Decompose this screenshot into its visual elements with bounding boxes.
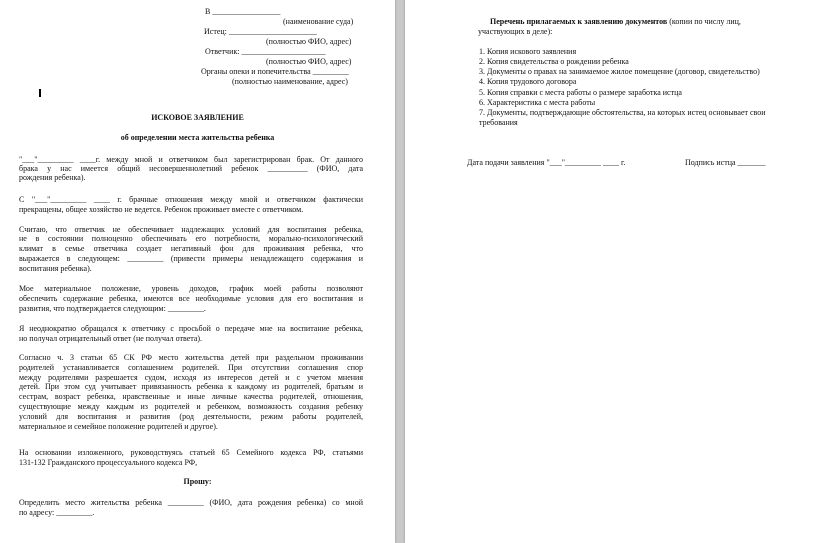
text-line: воспитания ребенка). xyxy=(19,264,92,273)
text-line: детей. При этом суд учитывает привязанность ребенка к каждому из родителей, братьям и xyxy=(19,382,363,391)
text-line: между родителями разрешается судом, исходя из интересов детей и с учетом мнения xyxy=(19,373,363,382)
text-line: Определить место жительства ребенка _________ (ФИО, дата рождения ребенка) со мной xyxy=(19,498,363,507)
document-page-left xyxy=(0,0,395,543)
text-line: климат в семье ответчика создает негативный фон для проживания ребенка, что xyxy=(19,244,363,253)
text-line: существующие между каждым из родителей и ребенком, возможность создания ребенку xyxy=(19,402,363,411)
attachments-title-bold: Перечень прилагаемых к заявлению документов xyxy=(490,17,668,26)
text-line: 131-132 Гражданского процессуального кодекса РФ, xyxy=(19,458,198,467)
request-heading: Прошу: xyxy=(183,477,212,486)
submission-date: Дата подачи заявления "___"_________ ____ г. xyxy=(467,158,626,167)
list-item: 6. Характеристика с места работы xyxy=(479,98,596,107)
plaintiff-signature: Подпись истца _______ xyxy=(685,158,766,167)
list-item: 5. Копия справки с места работы о размере заработка истца xyxy=(479,88,682,97)
text-line: На основании изложенного, руководствуясь статьей 65 Семейного кодекса РФ, статьями xyxy=(19,448,363,457)
text-line: но получал отрицательный ответ (не получал ответа). xyxy=(19,334,203,343)
list-item: 4. Копия трудового договора xyxy=(479,77,577,86)
text-line: брака у нас имеется общий несовершеннолетний ребенок __________ (ФИО, дата xyxy=(19,164,363,173)
text-line: прекращены, общее хозяйство не ведется. Ребенок проживает вместе с ответчиком. xyxy=(19,205,304,214)
court-field: В _________________ xyxy=(205,7,281,16)
text-line: по адресу: _________. xyxy=(19,508,95,517)
plaintiff-hint: (полностью ФИО, адрес) xyxy=(266,37,352,46)
text-line: С "___"_________ ____ г. брачные отношения между мной и ответчиком фактически xyxy=(19,195,363,204)
text-line: Мое материальное положение, уровень доходов, график моей работы позволяют xyxy=(19,284,363,293)
text-line: Считаю, что ответчик не обеспечивает надлежащих условий для воспитания ребенка, xyxy=(19,225,363,234)
defendant-hint: (полностью ФИО, адрес) xyxy=(266,57,352,66)
plaintiff-field: Истец: ______________________ xyxy=(204,27,317,36)
text-line: обеспечить содержание ребенка, имеются все необходимые условия для его воспитания и xyxy=(19,294,363,303)
document-title: ИСКОВОЕ ЗАЯВЛЕНИЕ xyxy=(151,113,244,122)
guardianship-hint: (полностью наименование, адрес) xyxy=(232,77,348,86)
text-line: условий для воспитания и развития (род деятельности, режим работы родителей, xyxy=(19,412,363,421)
list-item: 7. Документы, подтверждающие обстоятельства, на которых истец основывает свои xyxy=(479,108,766,117)
guardianship-field: Органы опеки и попечительства _________ xyxy=(201,67,349,76)
text-line: развития, что подтверждается следующим: _________. xyxy=(19,304,206,313)
text-line: Согласно ч. 3 статьи 65 СК РФ место жительства детей при раздельном проживании xyxy=(19,353,363,362)
text-line: материальное и семейное положение родителей и другое). xyxy=(19,422,218,431)
document-page-right xyxy=(405,0,823,543)
attachments-title-rest: (копии по числу лиц, xyxy=(669,17,741,26)
text-line: "___"_________ ____г. между мной и ответчиком был зарегистрирован брак. От данного xyxy=(19,155,363,164)
text-line: рождения ребенка). xyxy=(19,173,86,182)
attachments-title-line2: участвующих в деле): xyxy=(478,27,553,36)
text-line: выражается в следующем: _________ (привести примеры ненадлежащего содержания и xyxy=(19,254,363,263)
list-item: требования xyxy=(479,118,518,127)
text-line: Я неоднократно обращался к ответчику с просьбой о передаче мне на воспитание ребенка, xyxy=(19,324,363,333)
attachments-title xyxy=(490,17,741,26)
list-item: 1. Копия искового заявления xyxy=(479,47,577,56)
defendant-field: Ответчик: _____________________ xyxy=(205,47,326,56)
text-cursor xyxy=(39,89,41,97)
text-line: сестрам, возраст ребенка, нравственные и иные личные качества родителей, отношения, xyxy=(19,392,363,401)
text-line: не в состоянии полноценно обеспечивать его потребности, морально-психологический xyxy=(19,234,363,243)
text-line: родителей устанавливается соглашением родителей. При отсутствии соглашения спор xyxy=(19,363,363,372)
list-item: 2. Копия свидетельства о рождении ребенка xyxy=(479,57,629,66)
list-item: 3. Документы о правах на занимаемое жилое помещение (договор, свидетельство) xyxy=(479,67,760,76)
document-subtitle: об определении места жительства ребенка xyxy=(120,133,275,142)
court-hint: (наименование суда) xyxy=(283,17,354,26)
